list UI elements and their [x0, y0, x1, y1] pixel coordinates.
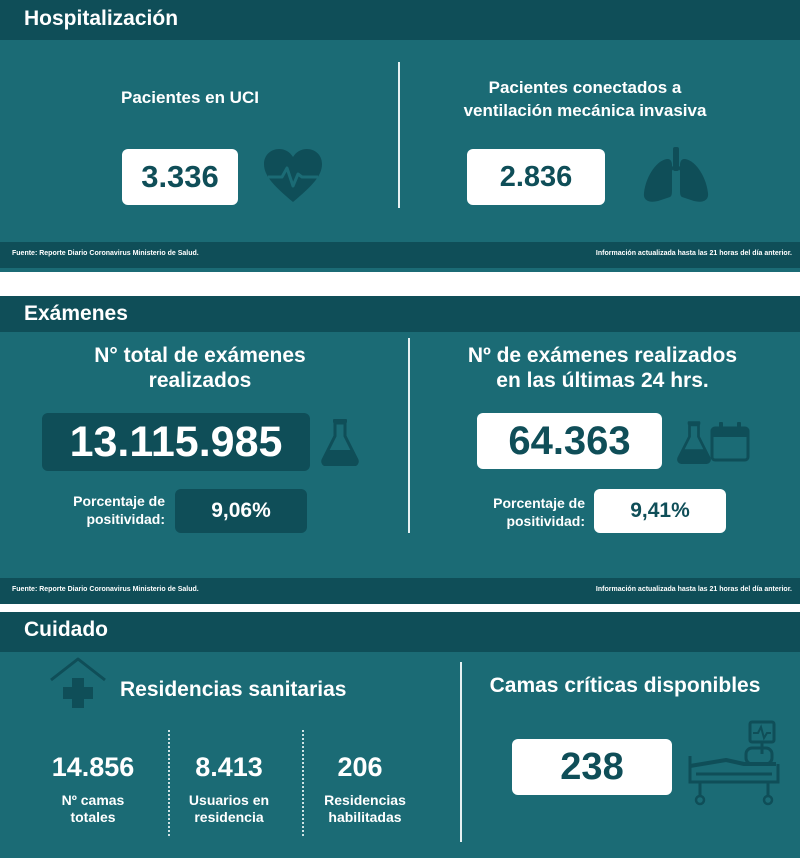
examenes-section — [0, 296, 800, 604]
lungs-icon — [640, 145, 712, 205]
vmi-value: 2.836 — [467, 149, 605, 205]
cuidado-section — [0, 612, 800, 858]
camas-totales-label — [38, 792, 148, 826]
update-note: Información actualizada hasta las 21 horas del día anterior. — [595, 250, 792, 257]
section-title: Cuidado — [24, 618, 108, 641]
total-pos-line2: positividad: — [86, 511, 165, 527]
day-label-line2: en las últimas 24 hrs. — [496, 369, 709, 392]
section-header — [0, 0, 800, 40]
vmi-label-line1: Pacientes conectados a — [488, 78, 682, 97]
total-label-line2: realizados — [148, 369, 252, 392]
examenes-24h-value: 64.363 — [477, 413, 662, 469]
flask-icon — [676, 420, 712, 464]
divider — [460, 662, 462, 842]
section-title: Exámenes — [24, 302, 128, 325]
total-examenes-label — [40, 343, 360, 393]
divider — [408, 338, 410, 533]
heart-pulse-icon — [262, 148, 324, 204]
total-label-line1: N° total de exámenes — [94, 344, 306, 367]
day-pos-line2: positividad: — [506, 513, 585, 529]
section-footer — [0, 578, 800, 604]
stat-label-line2: residencia — [194, 809, 264, 825]
residencias-value: 206 — [337, 752, 383, 782]
house-cross-icon — [48, 656, 108, 712]
calendar-icon — [710, 420, 750, 462]
day-positividad-value: 9,41% — [594, 489, 726, 533]
examenes-24h-label — [430, 343, 775, 393]
stat-label-line2: habilitadas — [328, 809, 402, 825]
stat-label-line2: totales — [70, 809, 116, 825]
divider — [398, 62, 400, 208]
camas-criticas-title: Camas críticas disponibles — [489, 674, 761, 697]
hospitalizacion-section — [0, 0, 800, 272]
section-title: Hospitalización — [24, 7, 179, 30]
camas-totales-value: 14.856 — [51, 752, 135, 782]
flask-icon — [320, 418, 360, 466]
uci-value: 3.336 — [122, 149, 238, 205]
stat-label-line1: Usuarios en — [188, 792, 270, 808]
section-header — [0, 612, 800, 652]
uci-label: Pacientes en UCI — [121, 88, 259, 107]
camas-criticas-value: 238 — [512, 739, 672, 795]
stat-label-line1: Residencias — [324, 792, 406, 808]
day-pos-line1: Porcentaje de — [493, 495, 585, 511]
total-examenes-value: 13.115.985 — [42, 413, 310, 471]
section-header — [0, 296, 800, 332]
residencias-label — [310, 792, 420, 826]
total-pos-line1: Porcentaje de — [73, 493, 165, 509]
stat-label-line1: Nº camas — [61, 792, 125, 808]
vmi-label-line2: ventilación mecánica invasiva — [463, 101, 707, 120]
usuarios-value: 8.413 — [195, 752, 263, 782]
usuarios-label — [174, 792, 284, 826]
total-positividad-label — [40, 492, 165, 528]
update-note: Información actualizada hasta las 21 horas del día anterior. — [595, 586, 792, 593]
total-positividad-value: 9,06% — [175, 489, 307, 533]
hospital-bed-icon — [686, 720, 782, 806]
vmi-label — [420, 76, 750, 122]
source-note: Fuente: Reporte Diario Coronavirus Ministerio de Salud. — [12, 250, 199, 257]
divider — [168, 730, 170, 836]
day-positividad-label — [460, 494, 585, 530]
section-footer — [0, 242, 800, 268]
residencias-title: Residencias sanitarias — [120, 678, 347, 701]
source-note: Fuente: Reporte Diario Coronavirus Ministerio de Salud. — [12, 586, 199, 593]
divider — [302, 730, 304, 836]
day-label-line1: Nº de exámenes realizados — [467, 344, 738, 367]
